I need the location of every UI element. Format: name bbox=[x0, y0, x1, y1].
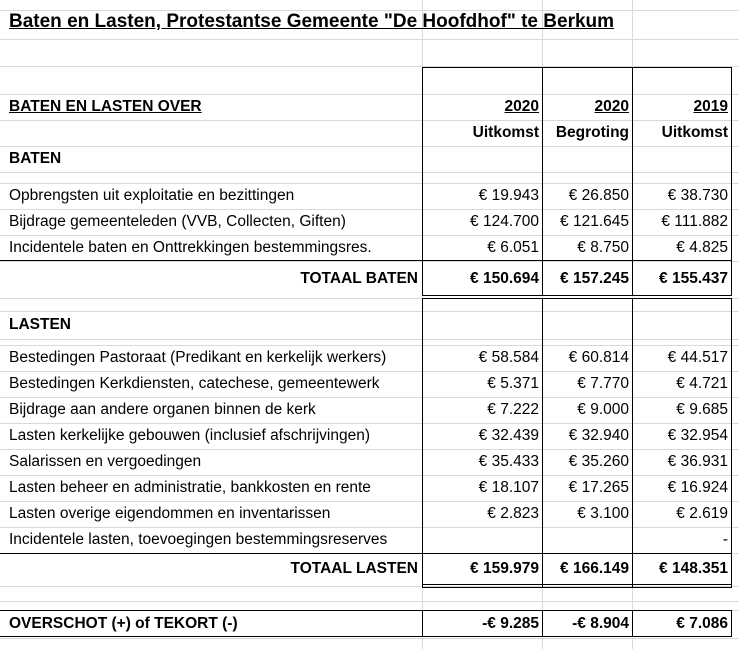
result-label: OVERSCHOT (+) of TEKORT (-) bbox=[9, 615, 238, 632]
total-lasten-label: TOTAAL LASTEN bbox=[290, 560, 418, 577]
baten-heading: BATEN bbox=[9, 150, 62, 167]
row-label: Incidentele lasten, toevoegingen bestemmingsreserves bbox=[9, 531, 388, 548]
value-cell: € 32.940 bbox=[568, 427, 629, 444]
value-cell: € 2.619 bbox=[676, 505, 728, 522]
value-cell: € 124.700 bbox=[470, 213, 539, 230]
total-cell: € 159.979 bbox=[470, 560, 539, 577]
total-cell: € 148.351 bbox=[659, 560, 728, 577]
lasten-heading: LASTEN bbox=[9, 316, 71, 333]
value-cell: - bbox=[722, 531, 728, 548]
row-label: Lasten beheer en administratie, bankkosten en rente bbox=[9, 479, 371, 496]
row-label: Incidentele baten en Onttrekkingen bestemmingsres. bbox=[9, 239, 372, 256]
value-cell: € 121.645 bbox=[560, 213, 629, 230]
value-cell: € 9.685 bbox=[676, 401, 728, 418]
value-cell: € 35.260 bbox=[568, 453, 629, 470]
value-cell: € 17.265 bbox=[568, 479, 629, 496]
value-cell: € 7.222 bbox=[487, 401, 539, 418]
col1-type: Uitkomst bbox=[472, 124, 539, 141]
value-cell: € 16.924 bbox=[667, 479, 728, 496]
value-cell: € 9.000 bbox=[577, 401, 629, 418]
value-cell: € 32.439 bbox=[478, 427, 539, 444]
value-cell: € 38.730 bbox=[667, 187, 728, 204]
value-cell: € 36.931 bbox=[667, 453, 728, 470]
value-cell: € 18.107 bbox=[478, 479, 539, 496]
row-label: Bijdrage aan andere organen binnen de kerk bbox=[9, 401, 316, 418]
value-cell: € 8.750 bbox=[577, 239, 629, 256]
value-cell: € 35.433 bbox=[478, 453, 539, 470]
result-cell: € 7.086 bbox=[676, 615, 728, 632]
total-cell: € 157.245 bbox=[560, 270, 629, 287]
value-cell: € 58.584 bbox=[478, 349, 539, 366]
value-cell: € 60.814 bbox=[568, 349, 629, 366]
col2-type: Begroting bbox=[555, 124, 629, 141]
value-cell: € 7.770 bbox=[577, 375, 629, 392]
total-cell: € 155.437 bbox=[659, 270, 728, 287]
value-cell: € 3.100 bbox=[577, 505, 629, 522]
value-cell: € 2.823 bbox=[487, 505, 539, 522]
result-cell: -€ 8.904 bbox=[572, 615, 629, 632]
row-label: Bijdrage gemeenteleden (VVB, Collecten, Giften) bbox=[9, 213, 346, 230]
header-label: BATEN EN LASTEN OVER bbox=[9, 98, 202, 115]
value-cell: € 32.954 bbox=[667, 427, 728, 444]
total-cell: € 166.149 bbox=[560, 560, 629, 577]
total-cell: € 150.694 bbox=[470, 270, 539, 287]
value-cell: € 4.825 bbox=[676, 239, 728, 256]
col3-type: Uitkomst bbox=[661, 124, 728, 141]
value-cell: € 44.517 bbox=[667, 349, 728, 366]
col2-year: 2020 bbox=[594, 98, 629, 115]
col3-year: 2019 bbox=[693, 98, 728, 115]
row-label: Salarissen en vergoedingen bbox=[9, 453, 202, 470]
row-label: Lasten kerkelijke gebouwen (inclusief afschrijvingen) bbox=[9, 427, 370, 444]
result-cell: -€ 9.285 bbox=[482, 615, 539, 632]
row-label: Bestedingen Kerkdiensten, catechese, gemeentewerk bbox=[9, 375, 380, 392]
value-cell: € 6.051 bbox=[487, 239, 539, 256]
row-label: Opbrengsten uit exploitatie en bezittingen bbox=[9, 187, 295, 204]
value-cell: € 5.371 bbox=[487, 375, 539, 392]
value-cell: € 4.721 bbox=[676, 375, 728, 392]
page-title: Baten en Lasten, Protestantse Gemeente "De Hoofdhof" te Berkum bbox=[9, 11, 615, 32]
value-cell: € 19.943 bbox=[478, 187, 539, 204]
row-label: Bestedingen Pastoraat (Predikant en kerkelijk werkers) bbox=[9, 349, 387, 366]
total-baten-label: TOTAAL BATEN bbox=[300, 270, 418, 287]
value-cell: € 26.850 bbox=[568, 187, 629, 204]
value-cell: € 111.882 bbox=[661, 213, 728, 230]
row-label: Lasten overige eigendommen en inventarissen bbox=[9, 505, 331, 522]
col1-year: 2020 bbox=[504, 98, 539, 115]
